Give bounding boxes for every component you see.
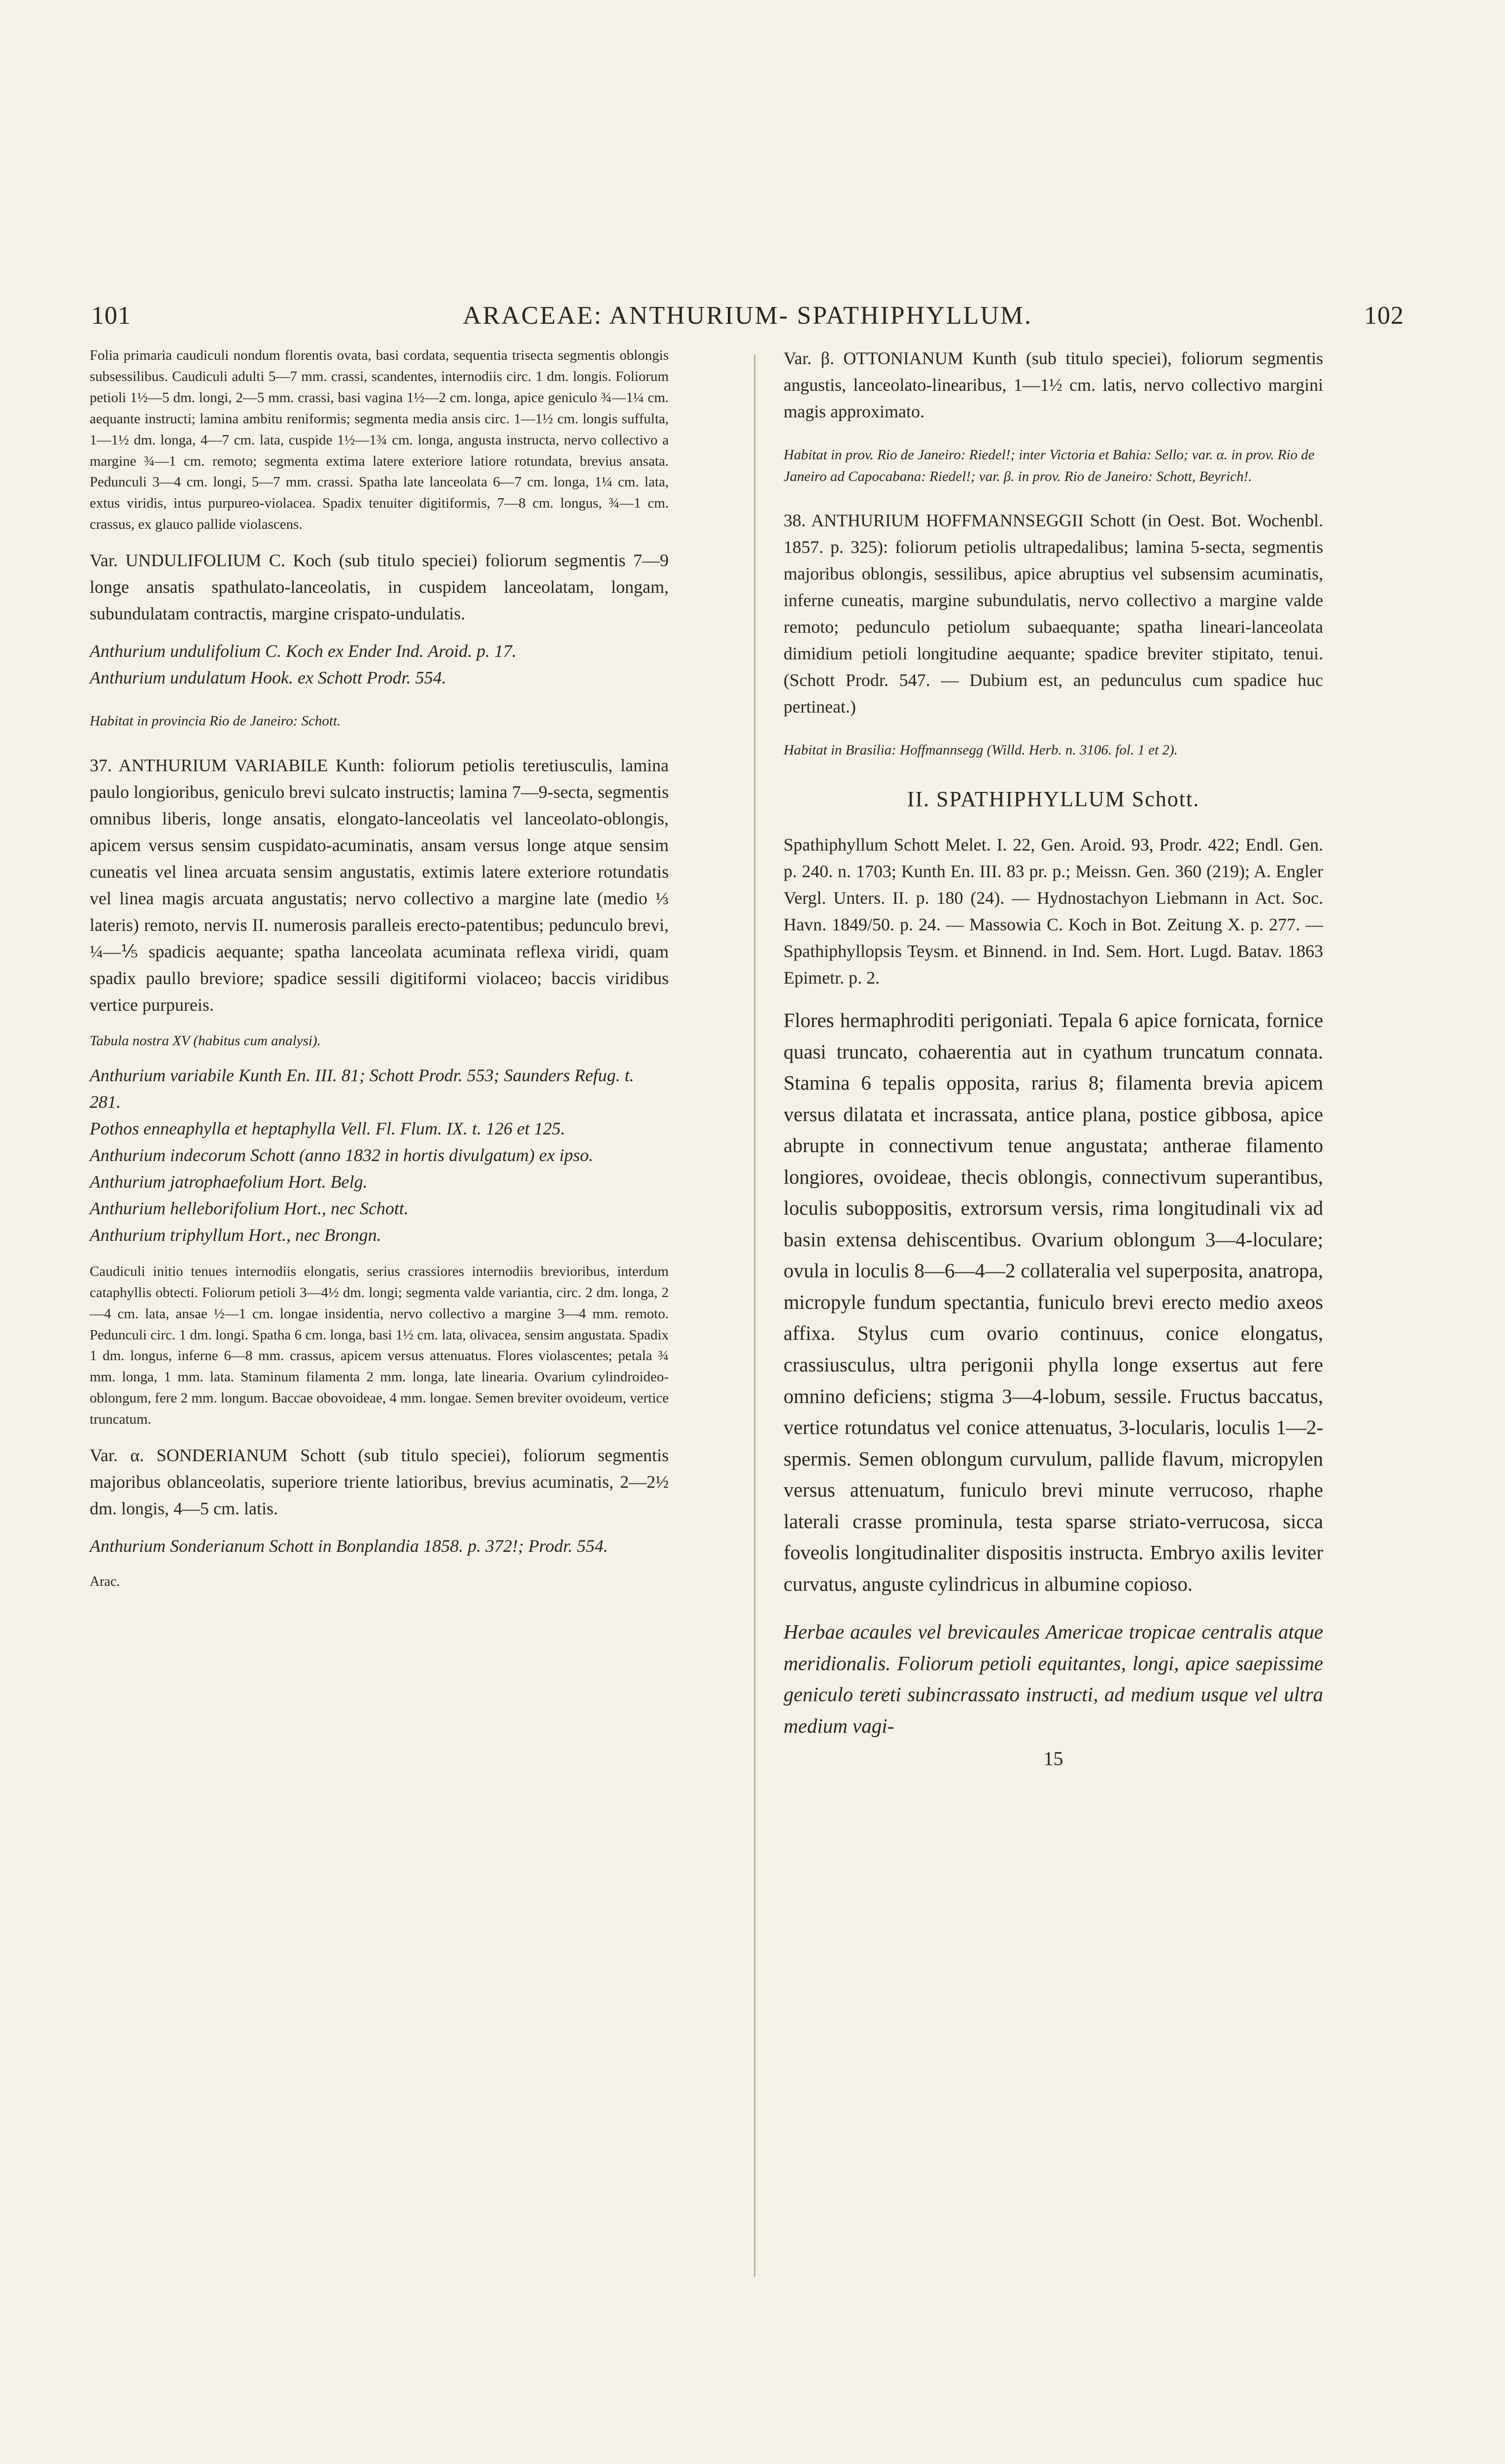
paragraph: Folia primaria caudiculi nondum florentis ovata, basi cordata, sequentia trisecta segmentis oblongis subsessilibus. Caudiculi adulti 5—7 mm. crassi, scandentes, internodiis circ. 1 dm. longis. Foliorum petioli 1½—5 dm. longi, 2—5 mm. crassi, basi vagina 1½—2 cm. longa, apice geniculo ¾—1¼ cm. aequante instructi; lamina ambitu reniformis; segmenta media ansis circ. 1—1½ cm. longis suffulta, 1—1½ dm. longa, 4—7 cm. lata, cuspide 1½—1¾ cm. longa, angusta instructa, nervo collectivo a margine ¾—1 cm. remoto; segmenta extima latere exteriore latiore rotundata, brevius ansata. Pedunculi 3—4 cm. longi, 5—7 mm. crassi. Spatha late lanceolata 6—7 cm. longa, 1¼ cm. lata, extus viridis, intus purpureo-violacea. Spadix tenuiter digitiformis, 7—8 cm. longus, ¾—1 cm. crassus, ex glauco pallide violascens. — [90, 347, 669, 533]
citation: Anthurium Sonderianum Schott in Bonplandia 1858. p. 372!; Prodr. 554. — [90, 1536, 608, 1556]
column-divider — [754, 355, 755, 2277]
citation: Anthurium variabile Kunth En. III. 81; Schott Prodr. 553; Saunders Refug. t. 281. — [90, 1065, 634, 1112]
running-title: ARACEAE: ANTHURIUM- SPATHIPHYLLUM. — [462, 301, 1033, 330]
citation: Anthurium jatrophaefolium Hort. Belg. — [90, 1171, 368, 1192]
variety-paragraph: Var. α. SONDERIANUM Schott (sub titulo speciei), foliorum segmentis majoribus oblanceolatis, superiore triente latioribus, brevius acuminatis, 2—2½ dm. longis, 4—5 cm. latis. — [90, 1445, 669, 1519]
left-column — [90, 345, 669, 1592]
variety-paragraph: Var. β. OTTONIANUM Kunth (sub titulo speciei), foliorum segmentis angustis, lanceolato-linearibus, 1—1½ cm. latis, nervo collectivo margini magis approximato. — [784, 348, 1323, 421]
citation: Anthurium helleborifolium Hort., nec Schott. — [90, 1198, 409, 1218]
genus-description: Flores hermaphroditi perigoniati. Tepala 6 apice fornicata, fornice quasi truncato, cohaerentia aut in cyathum truncatum connata. Stamina 6 tepalis opposita, rarius 8; filamenta brevia apicem versus dilatata et incrassata, antice plana, postice gibbosa, apice abrupte in connectivum tenue angustata; antherae filamento longiores, ovoideae, thecis oblongis, connectivum superantibus, loculis suboppositis, extrorsum versis, rima longitudinali vix ad basin extensa dehiscentibus. Ovarium oblongum 3—4-loculare; ovula in loculis 8—6—4—2 collateralia vel superposita, anatropa, micropyle fundum spectantia, funiculo brevi erecto medio axeos affixa. Stylus cum ovario continuus, conice elongatus, crassiusculus, ultra perigonii phylla longe exsertus aut fere omnino deficiens; stigma 3—4-lobum, sessile. Fructus baccatus, vertice rotundatus vel conice attenuatus, 3-locularis, loculis 1—2-spermis. Semen oblongum curvulum, pallide flavum, micropylen versus attenuatum, funiculo brevi minute verrucoso, rhaphe laterali crasse prominula, testa sparse striato-verrucosa, sicca foveolis longitudinaliter dispositis instructa. Embryo axilis leviter curvatus, anguste cylindricus in albumine copioso. — [784, 1008, 1323, 1595]
description-paragraph: Caudiculi initio tenues internodiis elongatis, serius crassiores internodiis brevioribus, interdum cataphyllis obtecti. Foliorum petioli 3—4½ dm. longi; segmenta valde variantia, circ. 2 dm. longa, 2—4 cm. lata, ansae ½—1 cm. longae insidentia, nervo collectivo a margine 3—4 mm. remoto. Pedunculi circ. 1 dm. longi. Spatha 6 cm. longa, basi 1½ cm. lata, olivacea, sensim angustata. Spadix 1 dm. longus, inferne 6—8 mm. crassus, apicem versus attenuatus. Flores violascentes; petala ¾ mm. longa, 1 mm. lata. Staminum filamenta 2 mm. longa, late linearia. Ovarium cylindroideo-oblongum, fere 2 mm. longum. Baccae obovoideae, 4 mm. longae. Semen breviter ovoideum, vertice truncatum. — [90, 1263, 669, 1428]
species-paragraph: 37. ANTHURIUM VARIABILE Kunth: foliorum petiolis teretiusculis, lamina paulo longioribus, geniculo brevi sulcato instructis; lamina 7—9-secta, segmentis omnibus liberis, longe ansatis, elongato-lanceolatis vel lanceolato-oblongis, apicem versus sensim cuspidato-acuminatis, ansam versus longe atque sensim cuneatis vel linea arcuata sensim angustatis, extimis latere exteriore rotundatis vel linea magis arcuata angustatis; nervo collectivo a margine late (medio ⅓ lateris) remoto, nervis II. numerosis paralleis erecto-patentibus; pedunculo brevi, ¼—⅕ spadicis aequante; spatha lanceolata acuminata reflexa viridi, quam spadix paullo breviore; spadice sessili digitiformi violaceo; baccis viridibus vertice purpureis. — [90, 755, 669, 1015]
synonymy-paragraph: Spathiphyllum Schott Melet. I. 22, Gen. Aroid. 93, Prodr. 422; Endl. Gen. p. 240. n. 1703; Kunth En. III. 83 pr. p.; Meissn. Gen. 360 (219); A. Engler Vergl. Unters. II. p. 180 (24). — Hydnostachyon Liebmann in Act. Soc. Havn. 1849/50. p. 24. — Massowia C. Koch in Bot. Zeitung X. p. 277. — Spathiphyllopsis Teysm. et Binnend. in Ind. Sem. Hort. Lugd. Batav. 1863 Epimetr. p. 2. — [784, 834, 1323, 988]
signature-mark: Arac. — [90, 1574, 120, 1590]
left-page-number: 101 — [91, 301, 131, 330]
variety-paragraph: Var. UNDULIFOLIUM C. Koch (sub titulo speciei) foliorum segmentis 7—9 longe ansatis spathulato-lanceolatis, in cuspidem lanceolatam, longam, subundulatam contractis, margine crispato-undulatis. — [90, 550, 669, 624]
habit-description: Herbae acaules vel brevicaules Americae tropicae centralis atque meridionalis. Foliorum petioli equitantes, longi, apice saepissime geniculo tereti subincrassato instructi, ad medium usque vel ultra medium vagi- — [784, 1620, 1323, 1737]
page-header — [91, 296, 1404, 335]
habitat: Habitat in provincia Rio de Janeiro: Schott. — [90, 713, 341, 729]
habitat: Habitat in prov. Rio de Janeiro: Riedel!; inter Victoria et Bahia: Sello; var. α. in prov. Rio de Janeiro ad Capocabana: Riedel!; var. β. in prov. Rio de Janeiro: Schott, Beyrich!. — [784, 447, 1315, 484]
right-column — [784, 345, 1323, 1773]
right-page-number: 102 — [1364, 301, 1404, 330]
citation: Anthurium undulifolium C. Koch ex Ender Ind. Aroid. p. 17. — [90, 641, 516, 661]
citation: Anthurium undulatum Hook. ex Schott Prodr. 554. — [90, 668, 446, 688]
citation: Anthurium triphyllum Hort., nec Brongn. — [90, 1225, 381, 1245]
citation: Anthurium indecorum Schott (anno 1832 in hortis divulgatum) ex ipso. — [90, 1145, 593, 1165]
sheet-number: 15 — [1043, 1747, 1063, 1770]
section-heading: II. SPATHIPHYLLUM Schott. — [907, 787, 1200, 811]
habitat: Habitat in Brasilia: Hoffmannsegg (Willd. Herb. n. 3106. fol. 1 et 2). — [784, 742, 1178, 758]
plate-reference: Tabula nostra XV (habitus cum analysi). — [90, 1032, 321, 1049]
citation: Pothos enneaphylla et heptaphylla Vell. Fl. Flum. IX. t. 126 et 125. — [90, 1118, 565, 1138]
species-paragraph: 38. ANTHURIUM HOFFMANNSEGGII Schott (in Oest. Bot. Wochenbl. 1857. p. 325): foliorum petiolis ultrapedalibus; lamina 5-secta, segmentis majoribus oblongis, sessilibus, apice abruptius vel subsensim acuminatis, inferne cuneatis, margine subundulatis, nervo collectivo a margine valde remoto; pedunculo petiolum subaequante; spatha lineari-lanceolata dimidium petioli longitudine aequante; spadice breviter stipitato, tenui. (Schott Prodr. 547. — Dubium est, an pedunculus cum spadice huc pertineat.) — [784, 511, 1323, 717]
